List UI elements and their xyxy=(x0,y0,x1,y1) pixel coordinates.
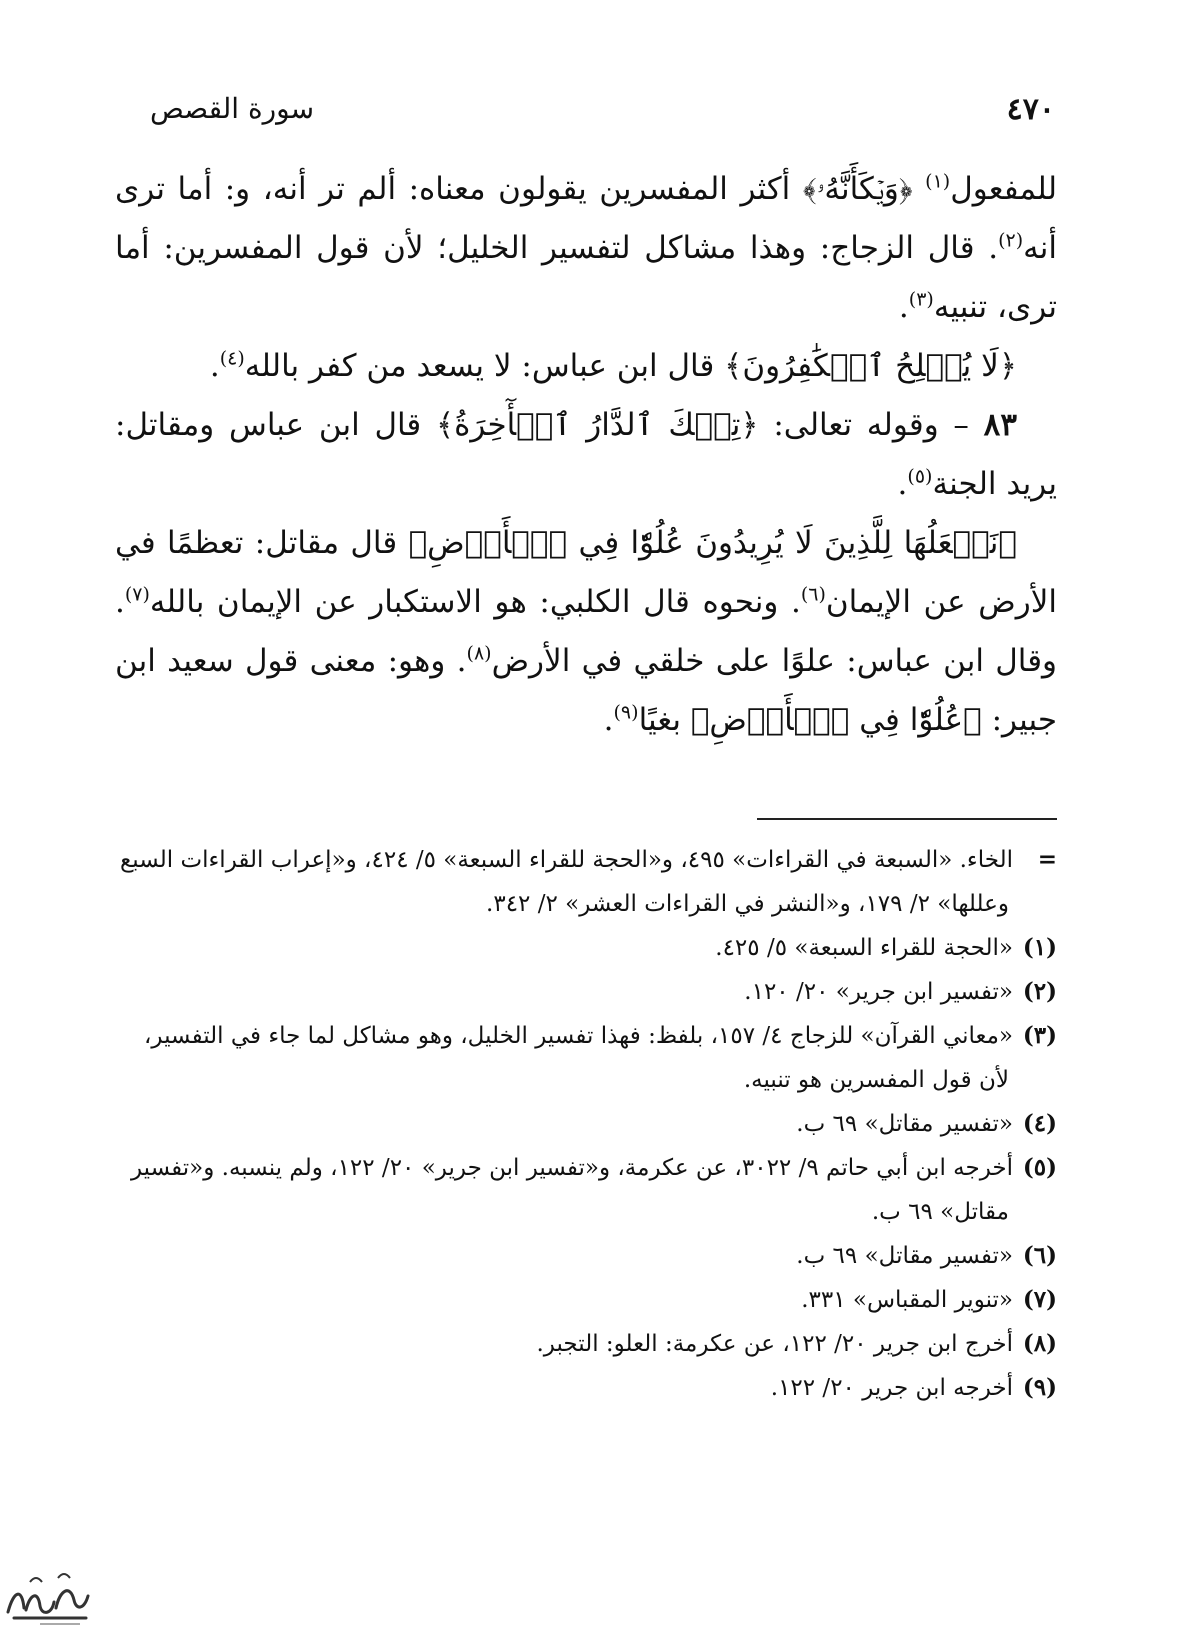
footnote-number: (٩) xyxy=(1022,1374,1057,1401)
text-run: . قال الزجاج: وهذا مشاكل لتفسير الخليل؛ لأن قول المفسرين: أما ترى، تنبيه xyxy=(115,230,1057,325)
footnote-9 xyxy=(115,1366,1057,1410)
text-run: . وقال ابن عباس: علوًا على خلقي في الأرض xyxy=(115,584,1058,679)
paragraph-3 xyxy=(115,396,1057,514)
footnote-text: «معاني القرآن» للزجاج ٤/ ١٥٧، بلفظ: فهذا تفسير الخليل، وهو مشاكل لما جاء في التفسير، لأن قول المفسرين هو تنبيه. xyxy=(144,1023,1013,1093)
footnote-text: «الحجة للقراء السبعة» ٥/ ٤٢٥. xyxy=(715,935,1013,961)
footnote-number: (٨) xyxy=(1022,1330,1057,1357)
footnote-number: (٧) xyxy=(1022,1286,1057,1313)
text-run: قال ابن عباس: لا يسعد من كفر بالله xyxy=(244,348,715,384)
footnote-3 xyxy=(115,1014,1057,1102)
quran-quote: ﴿لَا يُفۡلِحُ ٱلۡكَٰفِرُونَ﴾ xyxy=(724,348,1017,384)
footnote-text: «تفسير مقاتل» ٦٩ ب. xyxy=(796,1243,1013,1269)
footnote-text: الخاء. «السبعة في القراءات» ٤٩٥، و«الحجة للقراء السبعة» ٥/ ٤٢٤، و«إعراب القراءات السبع وعللها» ٢/ ١٧٩، و«النشر في القراءات العشر» ٢/ ٣٤٢. xyxy=(120,847,1013,917)
footnote-5 xyxy=(115,1146,1057,1234)
text-run: . ونحوه قال الكلبي: هو الاستكبار عن الإيمان بالله xyxy=(149,584,801,620)
footnote-ref: (٤) xyxy=(219,347,245,370)
paragraph-1 xyxy=(115,160,1057,337)
stamp-calligraphy-icon xyxy=(0,1560,95,1630)
continuation-marker: = xyxy=(1037,846,1057,873)
footnote-ref: (٢) xyxy=(998,229,1024,252)
footnote-number: (٢) xyxy=(1022,978,1057,1005)
footnote-number: (٥) xyxy=(1022,1154,1057,1181)
text-run: – وقوله تعالى: xyxy=(773,407,969,443)
footnote-2 xyxy=(115,970,1057,1014)
footnote-ref: (٩) xyxy=(613,701,639,724)
footnote-1 xyxy=(115,926,1057,970)
verse-number: ٨٣ xyxy=(983,407,1017,443)
footnote-ref: (٦) xyxy=(800,583,826,606)
footnote-ref: (١) xyxy=(925,170,951,193)
footnote-ref: (٨) xyxy=(466,642,492,665)
footnote-continuation xyxy=(115,838,1057,926)
quran-quote: ﴿وَيۡكَأَنَّهُۥ﴾ xyxy=(802,171,913,207)
footnote-text: «تفسير ابن جرير» ٢٠/ ١٢٠. xyxy=(744,979,1013,1005)
quran-quote: ﴿تِلۡكَ ٱلدَّارُ ٱلۡأٓخِرَةُ﴾ xyxy=(436,407,759,443)
text-run: . xyxy=(209,348,220,384)
footnote-4 xyxy=(115,1102,1057,1146)
footnote-number: (٤) xyxy=(1022,1110,1057,1137)
quran-quote: ﴿نَجۡعَلُهَا لِلَّذِينَ لَا يُرِيدُونَ عُلُوّٗا فِي ٱلۡأَرۡضِ﴾ xyxy=(408,525,1017,561)
footnote-6 xyxy=(115,1234,1057,1278)
footnote-ref: (٥) xyxy=(907,465,933,488)
text-run: للمفعول xyxy=(950,171,1058,207)
footnote-number: (٦) xyxy=(1022,1242,1057,1269)
text-run: . وهو: معنى قول سعيد ابن جبير: xyxy=(115,643,1057,738)
text-run: قال مقاتل: تعظمًا في الأرض عن الإيمان xyxy=(115,525,1057,620)
text-run: . xyxy=(898,289,909,325)
footnote-7 xyxy=(115,1278,1057,1322)
footnote-text: «تنوير المقباس» ٣٣١. xyxy=(801,1287,1013,1313)
footnote-number: (١) xyxy=(1022,934,1057,961)
text-run: أكثر المفسرين يقولون معناه: ألم تر أنه، و: أما ترى أنه xyxy=(115,171,1057,266)
footnote-text: «تفسير مقاتل» ٦٩ ب. xyxy=(796,1111,1013,1137)
text-run: قال ابن عباس ومقاتل: يريد الجنة xyxy=(115,407,1057,502)
footnote-text: أخرج ابن جرير ٢٠/ ١٢٢، عن عكرمة: العلو: التجبر. xyxy=(536,1331,1013,1357)
library-stamp-logo xyxy=(0,1560,95,1630)
paragraph-4 xyxy=(115,514,1057,750)
footnotes xyxy=(115,838,1057,1410)
footnote-ref: (٧) xyxy=(124,583,150,606)
quran-quote: ﴿عُلُوّٗا فِي ٱلۡأَرۡضِ﴾ xyxy=(690,702,982,738)
text-run: . xyxy=(603,702,614,738)
page-number: ٤٧٠ xyxy=(1006,92,1055,127)
footnote-8 xyxy=(115,1322,1057,1366)
text-run: بغيًا xyxy=(638,702,681,738)
surah-title: سورة القصص xyxy=(150,92,315,125)
page-header xyxy=(150,92,1055,132)
footnote-divider xyxy=(757,818,1057,820)
text-run: . xyxy=(897,466,908,502)
paragraph-2 xyxy=(115,337,1057,396)
footnote-text: أخرجه ابن أبي حاتم ٩/ ٣٠٢٢، عن عكرمة، و«تفسير ابن جرير» ٢٠/ ١٢٢، ولم ينسبه. و«تفسير مقاتل» ٦٩ ب. xyxy=(130,1155,1013,1225)
footnote-text: أخرجه ابن جرير ٢٠/ ١٢٢. xyxy=(770,1375,1013,1401)
footnote-ref: (٣) xyxy=(908,288,934,311)
main-text xyxy=(115,160,1057,750)
footnote-number: (٣) xyxy=(1022,1022,1057,1049)
